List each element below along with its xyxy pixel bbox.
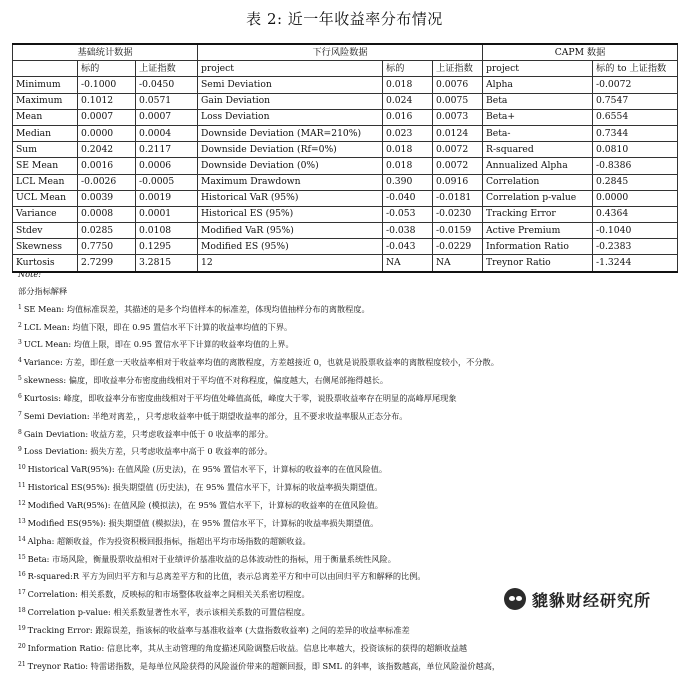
table-cell: Beta- xyxy=(483,125,593,141)
column-header: 标的 to 上证指数 xyxy=(593,61,678,77)
table-cell: Historical VaR (95%) xyxy=(198,190,383,206)
note-item xyxy=(18,532,678,550)
table-cell: 0.0008 xyxy=(78,206,136,222)
table-cell: 0.1012 xyxy=(78,93,136,109)
table-cell: -0.0450 xyxy=(136,77,198,93)
note-text: skewness: 偏度，即收益率分布密度曲线相对于平均值不对称程度，偏度越大，右侧尾部拖得越长。 xyxy=(23,375,389,386)
column-header: project xyxy=(483,61,593,77)
note-number: 14 xyxy=(18,535,26,543)
note-text: Tracking Error: 跟踪误差，指该标的收益率与基准收益率 (大盘指数收益率) 之间的差异的收益率标准差 xyxy=(27,624,410,635)
table-cell: R-squared xyxy=(483,142,593,158)
table-cell: 0.390 xyxy=(383,174,433,190)
group-header-basic: 基础统计数据 xyxy=(13,44,198,61)
table-row xyxy=(13,125,678,141)
table-cell: -0.043 xyxy=(383,239,433,255)
group-header-downside: 下行风险数据 xyxy=(198,44,483,61)
note-text: Correlation: 相关系数，反映标的和市场整体收益率之间相关关系密切程度。 xyxy=(27,589,310,600)
table-cell: 0.0810 xyxy=(593,142,678,158)
table-cell: 0.0007 xyxy=(136,109,198,125)
note-item xyxy=(18,496,678,514)
table-cell: 0.0076 xyxy=(433,77,483,93)
table-row xyxy=(13,77,678,93)
table-cell: Loss Deviation xyxy=(198,109,383,125)
sub-header-row xyxy=(13,61,678,77)
table-cell: -0.1000 xyxy=(78,77,136,93)
note-item xyxy=(18,300,678,318)
table-cell: 0.024 xyxy=(383,93,433,109)
table-row xyxy=(13,206,678,222)
column-header: 标的 xyxy=(78,61,136,77)
panda-logo-icon xyxy=(504,588,526,610)
table-title: 表 2: 近一年收益率分布情况 xyxy=(246,10,443,28)
note-item xyxy=(18,371,678,389)
table-cell: 0.0073 xyxy=(433,109,483,125)
group-header-row xyxy=(13,44,678,61)
note-text: Loss Deviation: 损失方差，只考虑收益率中高于 0 收益率的部分。 xyxy=(23,446,273,457)
table-cell: Alpha xyxy=(483,77,593,93)
table-cell: Correlation xyxy=(483,174,593,190)
table-cell: Median xyxy=(13,125,78,141)
note-number: 12 xyxy=(18,499,26,507)
table-cell: Mean xyxy=(13,109,78,125)
table-cell: UCL Mean xyxy=(13,190,78,206)
table-cell: 0.018 xyxy=(383,77,433,93)
table-cell: -0.0159 xyxy=(433,223,483,239)
table-cell: 0.0571 xyxy=(136,93,198,109)
note-text: Information Ratio: 信息比率，其从主动管理的角度描述风险调整后收益。信息比率越大，投资该标的获得的超额收益越 xyxy=(27,642,468,653)
note-number: 17 xyxy=(18,589,26,597)
table-cell: Sum xyxy=(13,142,78,158)
table-cell: -0.040 xyxy=(383,190,433,206)
column-header: project xyxy=(198,61,383,77)
note-item xyxy=(18,442,678,460)
note-text: LCL Mean: 均值下限，即在 0.95 置信水平下计算的收益率均值的下界。 xyxy=(23,321,293,332)
table-cell: Gain Deviation xyxy=(198,93,383,109)
note-number: 4 xyxy=(18,357,22,365)
table-cell: Historical ES (95%) xyxy=(198,206,383,222)
table-cell: -0.0230 xyxy=(433,206,483,222)
table-cell: 0.0019 xyxy=(136,190,198,206)
table-cell: 0.7547 xyxy=(593,93,678,109)
table-cell: 0.0072 xyxy=(433,158,483,174)
table-cell: Maximum Drawdown xyxy=(198,174,383,190)
column-header: 上证指数 xyxy=(136,61,198,77)
note-number: 11 xyxy=(18,482,26,490)
table-cell: NA xyxy=(383,255,433,272)
table-cell: -0.0026 xyxy=(78,174,136,190)
table-cell: -1.3244 xyxy=(593,255,678,272)
note-text: Variance: 方差，即任意一天收益率相对于收益率均值的离散程度，方差越接近 0，也就是说股票收益率的离散程度较小，不分散。 xyxy=(23,357,499,368)
note-item xyxy=(18,389,678,407)
note-item xyxy=(18,621,678,639)
table-cell: Correlation p-value xyxy=(483,190,593,206)
note-number: 15 xyxy=(18,553,26,561)
column-header xyxy=(13,61,78,77)
table-cell: 0.023 xyxy=(383,125,433,141)
table-cell: Downside Deviation (0%) xyxy=(198,158,383,174)
note-text: R-squared:R 平方为回归平方和与总离差平方和的比值，表示总离差平方和中可以由回归平方和解释的比例。 xyxy=(27,571,426,582)
table-row xyxy=(13,174,678,190)
note-text: Modified VaR(95%): 在值风险 (模拟法)，在 95% 置信水平下，计算标的收益率的在值风险值。 xyxy=(27,499,383,510)
table-row xyxy=(13,109,678,125)
table-cell: 3.2815 xyxy=(136,255,198,272)
table-cell: 0.0072 xyxy=(433,142,483,158)
table-cell: -0.0072 xyxy=(593,77,678,93)
table-cell: Downside Deviation (MAR=210%) xyxy=(198,125,383,141)
note-text: Semi Deviation: 半绝对离差，，只考虑收益率中低于期望收益率的部分，且不要求收益率服从正态分布。 xyxy=(23,410,408,421)
note-heading: Note: xyxy=(18,269,41,279)
table-cell: 0.2117 xyxy=(136,142,198,158)
note-number: 5 xyxy=(18,375,22,383)
table-cell: 0.6554 xyxy=(593,109,678,125)
table-cell: 2.7299 xyxy=(78,255,136,272)
note-text: Historical VaR(95%): 在值风险 (历史法)，在 95% 置信水平下，计算标的收益率的在值风险值。 xyxy=(27,464,388,475)
table-cell: Minimum xyxy=(13,77,78,93)
note-item xyxy=(18,353,678,371)
column-header: 标的 xyxy=(383,61,433,77)
table-cell: 0.0108 xyxy=(136,223,198,239)
note-number: 9 xyxy=(18,446,22,454)
table-row xyxy=(13,190,678,206)
table-cell: Kurtosis xyxy=(13,255,78,272)
note-text: Gain Deviation: 收益方差，只考虑收益率中低于 0 收益率的部分。 xyxy=(23,428,274,439)
note-number: 7 xyxy=(18,410,22,418)
table-body xyxy=(13,77,678,272)
note-item xyxy=(18,318,678,336)
table-row xyxy=(13,93,678,109)
note-text: Historical ES(95%): 损失期望值 (历史法)，在 95% 置信水平下，计算标的收益率损失期望值。 xyxy=(27,482,383,493)
watermark xyxy=(500,585,655,613)
group-header-capm: CAPM 数据 xyxy=(483,44,678,61)
table-cell: 12 xyxy=(198,255,383,272)
note-number: 8 xyxy=(18,428,22,436)
note-intro: 部分指标解释 xyxy=(18,285,68,296)
table-cell: 0.1295 xyxy=(136,239,198,255)
table-cell: Semi Deviation xyxy=(198,77,383,93)
table-cell: LCL Mean xyxy=(13,174,78,190)
note-item xyxy=(18,567,678,585)
note-items xyxy=(18,300,678,674)
table-cell: Annualized Alpha xyxy=(483,158,593,174)
table-cell: 0.018 xyxy=(383,142,433,158)
table-cell: -0.2383 xyxy=(593,239,678,255)
table-cell: 0.2845 xyxy=(593,174,678,190)
note-item xyxy=(18,335,678,353)
table-cell: Maximum xyxy=(13,93,78,109)
table-cell: 0.016 xyxy=(383,109,433,125)
table-cell: Tracking Error xyxy=(483,206,593,222)
table-cell: Variance xyxy=(13,206,78,222)
table-cell: Modified ES (95%) xyxy=(198,239,383,255)
note-text: Treynor Ratio: 特雷诺指数，是每单位风险获得的风险溢价带来的超额回报，即 SML 的斜率，该指数越高，单位风险溢价越高， xyxy=(27,660,501,671)
table-cell: 0.0039 xyxy=(78,190,136,206)
note-number: 13 xyxy=(18,517,26,525)
table-cell: -0.0005 xyxy=(136,174,198,190)
table-cell: 0.0000 xyxy=(78,125,136,141)
table-row xyxy=(13,223,678,239)
table-cell: 0.0124 xyxy=(433,125,483,141)
table-cell: SE Mean xyxy=(13,158,78,174)
note-text: Correlation p-value: 相关系数显著性水平，表示该相关系数的可置信程度。 xyxy=(27,607,310,618)
note-item xyxy=(18,478,678,496)
table-cell: Modified VaR (95%) xyxy=(198,223,383,239)
table-cell: 0.0007 xyxy=(78,109,136,125)
note-item xyxy=(18,657,678,674)
table-cell: Downside Deviation (Rf=0%) xyxy=(198,142,383,158)
note-item xyxy=(18,639,678,657)
table-cell: Active Premium xyxy=(483,223,593,239)
note-number: 3 xyxy=(18,339,22,347)
note-item xyxy=(18,550,678,568)
table-cell: 0.0916 xyxy=(433,174,483,190)
table-cell: Treynor Ratio xyxy=(483,255,593,272)
table-cell: 0.0000 xyxy=(593,190,678,206)
watermark-text: 貔貅财经研究所 xyxy=(532,590,652,610)
note-text: Beta: 市场风险，衡量股票收益相对于业绩评价基准收益的总体波动性的指标，用于衡量系统性风险。 xyxy=(27,553,396,564)
note-text: SE Mean: 均值标准误差，其描述的是多个均值样本的标准差，体现均值抽样分布的离散程度。 xyxy=(23,303,370,314)
note-number: 19 xyxy=(18,624,26,632)
table-cell: -0.038 xyxy=(383,223,433,239)
table-cell: Information Ratio xyxy=(483,239,593,255)
table-cell: Skewness xyxy=(13,239,78,255)
note-item xyxy=(18,460,678,478)
note-number: 18 xyxy=(18,607,26,615)
table-cell: 0.2042 xyxy=(78,142,136,158)
table-cell: 0.0075 xyxy=(433,93,483,109)
column-header: 上证指数 xyxy=(433,61,483,77)
table-cell: 0.4364 xyxy=(593,206,678,222)
table-cell: 0.018 xyxy=(383,158,433,174)
table-cell: 0.0001 xyxy=(136,206,198,222)
note-text: Kurtosis: 峰度，即收益率分布密度曲线相对于平均值处峰值高低，峰度大于零，说股票收益率存在明显的高峰厚尾现象 xyxy=(23,392,457,403)
note-number: 1 xyxy=(18,303,22,311)
table-cell: Beta+ xyxy=(483,109,593,125)
table-cell: Stdev xyxy=(13,223,78,239)
table-cell: -0.0181 xyxy=(433,190,483,206)
table-cell: -0.053 xyxy=(383,206,433,222)
table-cell: 0.0016 xyxy=(78,158,136,174)
note-number: 20 xyxy=(18,642,26,650)
note-text: UCL Mean: 均值上限，即在 0.95 置信水平下计算的收益率均值的上界。 xyxy=(23,339,294,350)
note-text: Modified ES(95%): 损失期望值 (模拟法)，在 95% 置信水平下，计算标的收益率损失期望值。 xyxy=(27,517,379,528)
table-cell: -0.8386 xyxy=(593,158,678,174)
table-cell: Beta xyxy=(483,93,593,109)
note-text: Alpha: 超额收益，作为投资积极回报指标，指超出平均市场指数的超额收益。 xyxy=(27,535,311,546)
table-cell: 0.7344 xyxy=(593,125,678,141)
table-cell: 0.0006 xyxy=(136,158,198,174)
table-row xyxy=(13,158,678,174)
table-row xyxy=(13,142,678,158)
note-number: 10 xyxy=(18,464,26,472)
table-cell: -0.1040 xyxy=(593,223,678,239)
table-row xyxy=(13,239,678,255)
distribution-table xyxy=(12,43,678,273)
table-cell: 0.0285 xyxy=(78,223,136,239)
table-cell: NA xyxy=(433,255,483,272)
note-item xyxy=(18,514,678,532)
note-number: 16 xyxy=(18,571,26,579)
note-item xyxy=(18,425,678,443)
note-item xyxy=(18,407,678,425)
table-cell: -0.0229 xyxy=(433,239,483,255)
table-cell: 0.0004 xyxy=(136,125,198,141)
note-number: 21 xyxy=(18,660,26,668)
note-number: 6 xyxy=(18,392,22,400)
table-cell: 0.7750 xyxy=(78,239,136,255)
note-number: 2 xyxy=(18,321,22,329)
